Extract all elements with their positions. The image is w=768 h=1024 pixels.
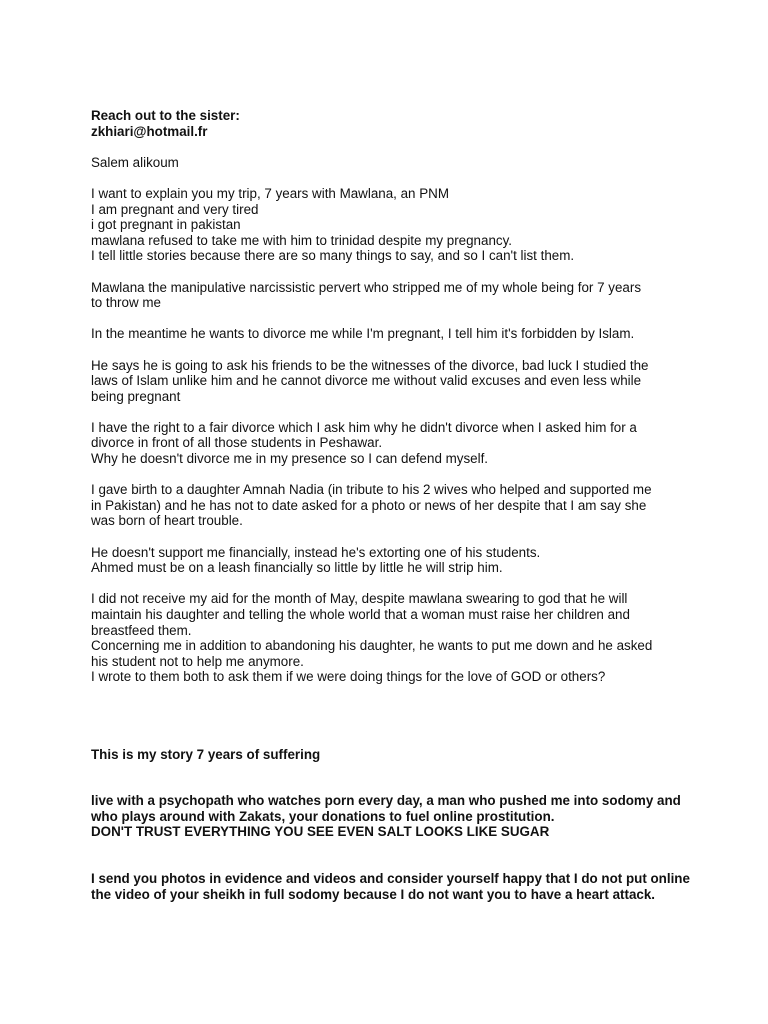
text-line: He doesn't support me financially, instead he's extorting one of his students. (91, 544, 541, 560)
text-line: i got pregnant in pakistan (91, 217, 241, 233)
story-title: This is my story 7 years of suffering (91, 746, 321, 762)
text-line: being pregnant (91, 388, 181, 404)
text-line: the video of your sheikh in full sodomy because I do not want you to have a heart attack. (91, 886, 656, 902)
paragraph-daughter (91, 482, 691, 529)
text-line: live with a psychopath who watches porn every day, a man who pushed me into sodomy and (91, 793, 681, 809)
document-page (91, 108, 691, 902)
text-line: maintain his daughter and telling the whole world that a woman must raise her children and (91, 607, 630, 622)
text-line: mawlana refused to take me with him to trinidad despite my pregnancy. (91, 232, 513, 248)
greeting: Salem alikoum (91, 154, 179, 170)
text-line: I tell little stories because there are so many things to say, and so I can't list them. (91, 248, 575, 264)
text-line: I want to explain you my trip, 7 years with Mawlana, an PNM (91, 185, 449, 201)
text-line: He says he is going to ask his friends to be the witnesses of the divorce, bad luck I studied the (91, 357, 649, 373)
text-line: Concerning me in addition to abandoning his daughter, he wants to put me down and he asked (91, 638, 653, 654)
text-line: breastfeed them. (91, 622, 192, 638)
paragraph-financial (91, 545, 691, 576)
text-line: I am pregnant and very tired (91, 201, 259, 217)
paragraph-psychopath (91, 793, 691, 840)
text-line: in Pakistan) and he has not to date asked for a photo or news of her despite that I am say she (91, 497, 647, 513)
text-line: was born of heart trouble. (91, 513, 243, 529)
paragraph-meantime (91, 326, 691, 342)
text-line: I wrote to them both to ask them if we were doing things for the love of GOD or others? (91, 669, 606, 685)
text-line: I send you photos in evidence and videos and consider yourself happy that I do not put online (91, 870, 690, 886)
text-line: to throw me (91, 295, 161, 311)
paragraph-evidence (91, 871, 691, 902)
text-line: Why he doesn't divorce me in my presence so I can defend myself. (91, 451, 489, 467)
paragraph-fair-divorce (91, 420, 691, 467)
text-line: his student not to help me anymore. (91, 653, 304, 669)
paragraph-witnesses (91, 358, 691, 405)
text-line: I gave birth to a daughter Amnah Nadia (in tribute to his 2 wives who helped and supported me (91, 482, 652, 498)
text-line: Ahmed must be on a leash financially so little by little he will strip him. (91, 560, 503, 576)
text-line: I did not receive my aid for the month of May, despite mawlana swearing to god that he will (91, 591, 628, 607)
text-line: Mawlana the manipulative narcissistic pervert who stripped me of my whole being for 7 years (91, 279, 642, 295)
text-line: who plays around with Zakats, your donations to fuel online prostitution. (91, 808, 555, 824)
paragraph-manipulative (91, 280, 691, 311)
text-line: I have the right to a fair divorce which I ask him why he didn't divorce when I asked him for a (91, 419, 637, 435)
paragraph-aid (91, 591, 691, 685)
text-line: In the meantime he wants to divorce me while I'm pregnant, I tell him it's forbidden by Islam. (91, 326, 635, 342)
text-line: laws of Islam unlike him and he cannot divorce me without valid excuses and even less while (91, 373, 642, 389)
text-line: DON'T TRUST EVERYTHING YOU SEE EVEN SALT LOOKS LIKE SUGAR (91, 824, 550, 840)
paragraph-intro (91, 186, 691, 264)
contact-email: zkhiari@hotmail.fr (91, 123, 208, 139)
reach-out-heading: Reach out to the sister: (91, 108, 240, 123)
text-line: divorce in front of all those students in Peshawar. (91, 435, 383, 451)
